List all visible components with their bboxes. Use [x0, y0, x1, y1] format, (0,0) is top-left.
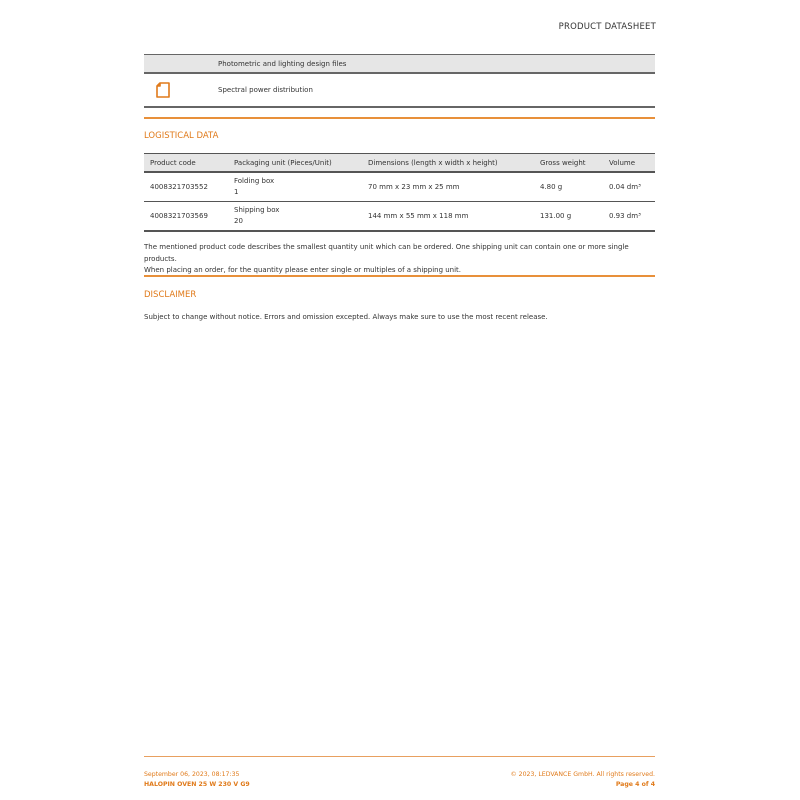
volume: 0.93 dm³ — [603, 202, 655, 232]
product-code: 4008321703569 — [144, 202, 228, 232]
pack-type: Folding box — [234, 177, 275, 185]
volume: 0.04 dm³ — [603, 172, 655, 202]
section-divider — [144, 117, 655, 119]
disclaimer-text: Subject to change without notice. Errors and omission excepted. Always make sure to use the most recent release. — [144, 313, 548, 321]
footer-date: September 06, 2023, 08:17:35 — [144, 771, 240, 778]
design-files-table — [144, 54, 655, 108]
footer-divider — [144, 756, 655, 757]
file-row-spectral[interactable] — [144, 74, 655, 108]
product-code: 4008321703552 — [144, 172, 228, 202]
section-divider — [144, 275, 655, 277]
col-dimensions: Dimensions (length x width x height) — [362, 154, 534, 173]
packaging-unit — [228, 202, 362, 232]
gross-weight: 131.00 g — [534, 202, 603, 232]
col-volume: Volume — [603, 154, 655, 173]
pack-type: Shipping box — [234, 206, 280, 214]
file-label[interactable]: Spectral power distribution — [218, 86, 313, 94]
note-line-1: The mentioned product code describes the smallest quantity unit which can be ordered. One shipping unit can contain one or more single products. — [144, 243, 629, 263]
design-files-heading: Photometric and lighting design files — [218, 59, 347, 68]
dimensions: 144 mm x 55 mm x 118 mm — [362, 202, 534, 232]
footer-page-number: Page 4 of 4 — [615, 781, 655, 788]
logistical-table — [144, 153, 655, 232]
footer-copyright: © 2023, LEDVANCE GmbH. All rights reserved. — [510, 771, 655, 778]
pack-qty: 20 — [234, 217, 243, 225]
col-packaging-unit: Packaging unit (Pieces/Unit) — [228, 154, 362, 173]
logistical-data-title: LOGISTICAL DATA — [144, 131, 219, 141]
gross-weight: 4.80 g — [534, 172, 603, 202]
footer-product-name: HALOPIN OVEN 25 W 230 V G9 — [144, 781, 250, 788]
note-line-2: When placing an order, for the quantity please enter single or multiples of a shipping unit. — [144, 266, 462, 274]
design-files-header — [144, 54, 655, 74]
col-gross-weight: Gross weight — [534, 154, 603, 173]
col-product-code: Product code — [144, 154, 228, 173]
pack-qty: 1 — [234, 188, 239, 196]
page-header-title: PRODUCT DATASHEET — [558, 22, 656, 32]
table-row — [144, 202, 655, 232]
document-icon[interactable] — [144, 82, 218, 98]
disclaimer-title: DISCLAIMER — [144, 290, 197, 300]
table-row — [144, 172, 655, 202]
logistical-note — [144, 242, 659, 277]
dimensions: 70 mm x 23 mm x 25 mm — [362, 172, 534, 202]
packaging-unit — [228, 172, 362, 202]
